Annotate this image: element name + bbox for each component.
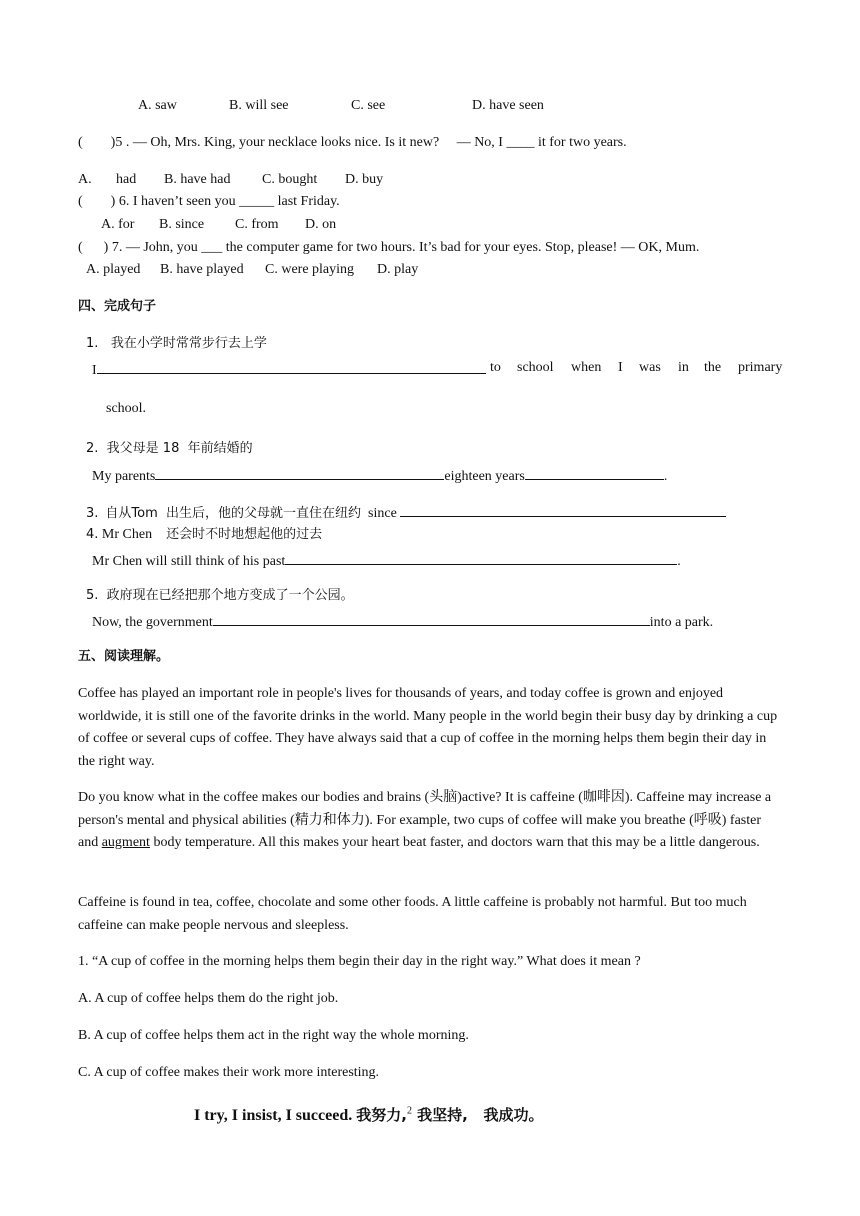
sentence-1-word: school (517, 360, 554, 375)
sentence-4-prompt (86, 526, 322, 544)
chinese-prompt: 自从Tom 出生后，他的父母就一直住在纽约 (105, 506, 362, 521)
q7-option-c: C. were playing (265, 262, 355, 277)
motto-english: I try, I insist, I succeed. (194, 1107, 357, 1124)
sentence-4-line (92, 550, 681, 571)
answer-paren: ( ) (78, 135, 116, 150)
sentence-start: My parents (92, 469, 156, 484)
item-number: 5. (86, 588, 99, 603)
q6-option-c: C. from (235, 217, 279, 232)
reading-question-1: 1. “A cup of coffee in the morning helps them begin their day in the right way.” What does it mean ? (78, 954, 641, 969)
q6-option-d: D. on (305, 217, 337, 232)
chinese-prompt: 我父母是 18 年前结婚的 (106, 441, 253, 456)
q5-option-c: C. bought (262, 172, 318, 187)
paragraph-text: Do you know what in the coffee makes our bodies and brains (头脑)active? It is caffeine (咖啡因). Caffeine may increase a person's mental and physical abilities (精力和体力). For example, two cups of coffee will make you breathe (呼吸) faster and (78, 790, 772, 850)
q5-option-a-letter: A. (78, 172, 92, 187)
motto-chinese-1: 我努力, (356, 1106, 407, 1124)
q7-option-d: D. play (377, 262, 419, 277)
chinese-prompt: 政府现在已经把那个地方变成了一个公园。 (106, 588, 354, 603)
reading-paragraph-1: Coffee has played an important role in people's lives for thousands of years, and today coffee is grown and enjoyed worldwide, it is still one of the favorite drinks in the world. Many people in the world begin their busy day by drinking a cup of coffee or several cups of coffee. They have always said that a cup of coffee in the morning helps them begin their day in the right way. (78, 686, 778, 769)
sentence-3-line (86, 502, 726, 523)
q4-option-c: C. see (351, 98, 386, 113)
sentence-1-prompt (86, 335, 267, 353)
sentence-1-word: the (704, 360, 722, 375)
sentence-end: . (677, 554, 681, 569)
q5-option-b: B. have had (164, 172, 231, 187)
answer-blank[interactable] (525, 465, 664, 480)
item-number: 3. (86, 506, 99, 521)
q7-option-a: A. played (86, 262, 141, 277)
q7-option-b: B. have played (160, 262, 244, 277)
item-number: 1. (86, 336, 99, 351)
sentence-end: into a park. (649, 615, 714, 630)
reading-paragraph-2 (78, 787, 780, 855)
answer-paren: ( ) (78, 194, 116, 209)
underlined-word: augment (101, 835, 150, 850)
q6-option-a: A. for (101, 217, 135, 232)
answer-paren: ( ) (78, 240, 109, 255)
reading-option-b: B. A cup of coffee helps them act in the right way the whole morning. (78, 1028, 469, 1043)
answer-blank[interactable] (400, 502, 726, 517)
q4-option-d: D. have seen (472, 98, 544, 113)
q6-text: 6. I haven’t seen you _____ last Friday. (115, 194, 340, 209)
item-number: 2. (86, 441, 99, 456)
sentence-2-prompt (86, 440, 253, 458)
q4-option-a: A. saw (138, 98, 177, 113)
q5-option-d: D. buy (345, 172, 384, 187)
sentence-1-word: to (490, 360, 501, 375)
section-heading: 五、阅读理解。 (78, 649, 170, 664)
paragraph-text: body temperature. All this makes your heart beat faster, and doctors warn that this may be a little dangerous. (149, 835, 760, 850)
q4-option-b: B. will see (229, 98, 289, 113)
footer-motto (194, 1104, 544, 1125)
sentence-end: . (663, 469, 668, 484)
page-number: 2 (406, 1105, 412, 1117)
q7-text: 7. — John, you ___ the computer game for two hours. It’s bad for your eyes. Stop, please! — OK, Mum. (108, 240, 700, 255)
sentence-1-line (92, 359, 486, 380)
since-word: since (368, 506, 397, 521)
sentence-1-word: I (618, 360, 623, 375)
reading-paragraph-3: Caffeine is found in tea, coffee, chocolate and some other foods. A little caffeine is probably not harmful. But too much caffeine can make people nervous and sleepless. (78, 895, 747, 933)
sentence-1-word: when (571, 360, 602, 375)
q7-question (78, 239, 699, 257)
sentence-5-prompt (86, 587, 354, 605)
reading-option-a: A. A cup of coffee helps them do the right job. (78, 991, 339, 1006)
item-number: 4. (86, 527, 99, 542)
q5-option-a: had (116, 172, 137, 187)
q6-option-b: B. since (159, 217, 205, 232)
chinese-prompt-name: Mr Chen (101, 527, 153, 542)
q6-question (78, 193, 340, 211)
answer-blank[interactable] (213, 611, 650, 626)
sentence-start: I (92, 363, 97, 378)
answer-blank[interactable] (285, 550, 677, 565)
chinese-prompt: 我在小学时常常步行去上学 (110, 336, 267, 351)
sentence-2-line (92, 465, 667, 486)
section-heading: 四、完成句子 (78, 299, 157, 314)
sentence-start: Now, the government (92, 615, 213, 630)
answer-blank[interactable] (97, 359, 486, 374)
sentence-5-line (92, 611, 713, 632)
sentence-start: Mr Chen will still think of his past (92, 554, 286, 569)
sentence-1-word: in (678, 360, 689, 375)
q5-question (78, 134, 627, 152)
answer-blank[interactable] (155, 465, 444, 480)
sentence-1-continuation: school. (106, 401, 147, 416)
chinese-prompt: 还会时不时地想起他的过去 (166, 527, 323, 542)
motto-chinese-2: 我坚持, 我成功。 (411, 1106, 544, 1124)
sentence-1-word: primary (738, 360, 783, 375)
q5-text: 5 . — Oh, Mrs. King, your necklace looks nice. Is it new? — No, I ____ it for two years. (115, 135, 627, 150)
sentence-1-word: was (639, 360, 661, 375)
sentence-middle: eighteen years (444, 469, 525, 484)
reading-option-c: C. A cup of coffee makes their work more interesting. (78, 1065, 380, 1080)
